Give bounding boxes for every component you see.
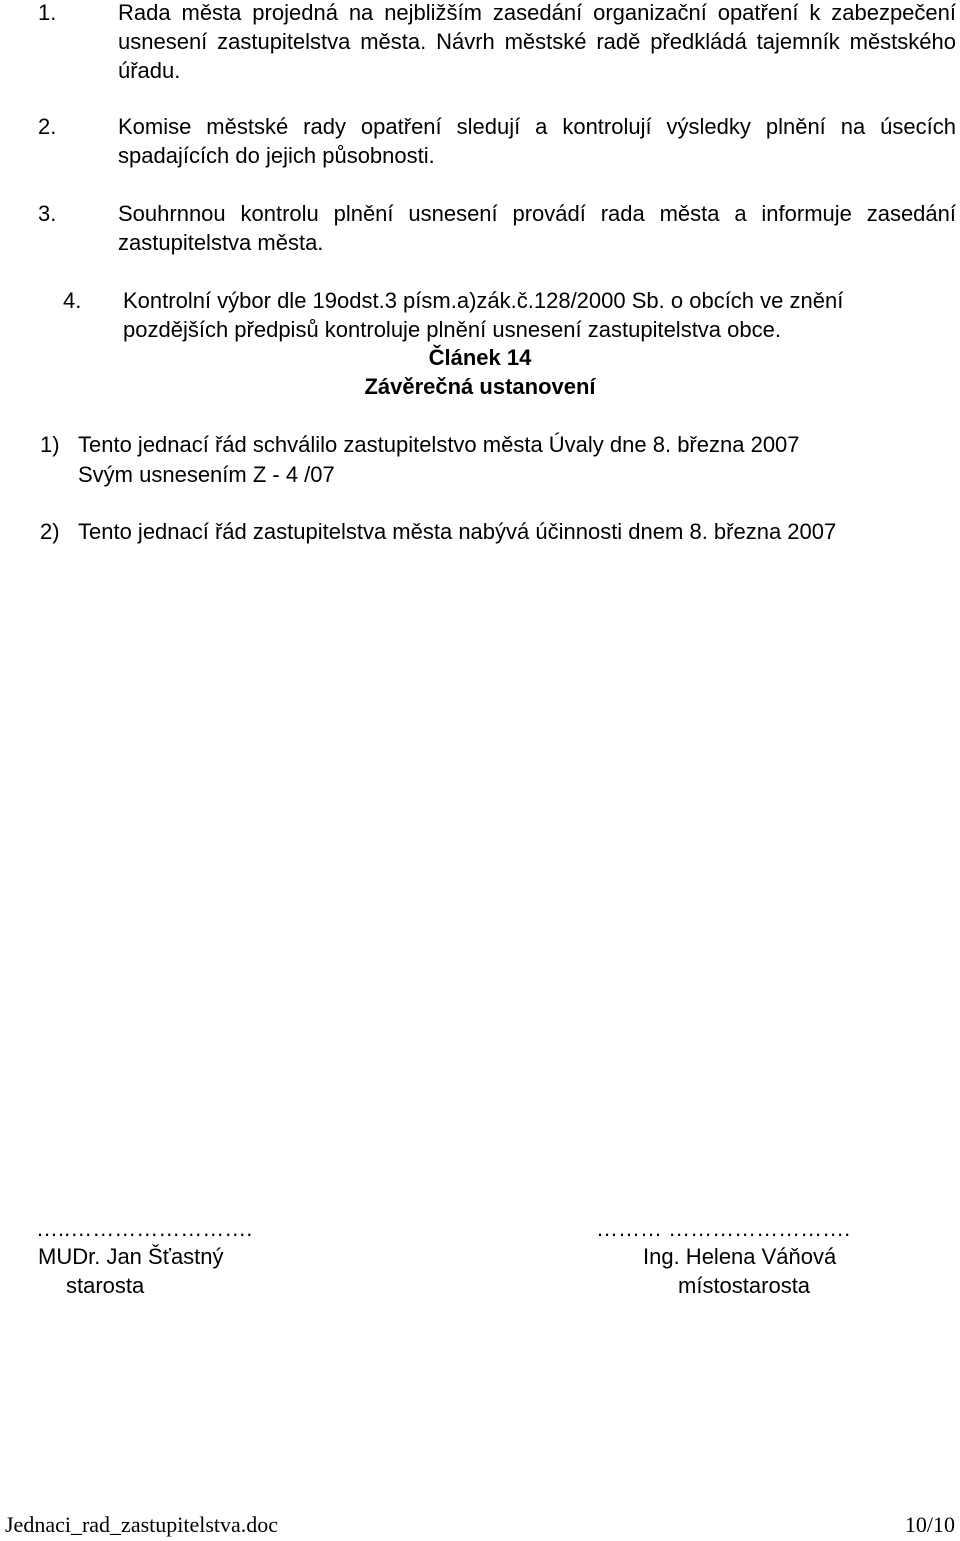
list-item-text: Komise městské rady opatření sledují a kontrolují výsledky plnění na úsecích spadajících do jejich působnosti. [118,114,956,168]
list-item-text: Rada města projedná na nejbližším zasedání organizační opatření k zabezpečení usnesení zastupitelstva města. Návrh městské radě předkládá tajemník městského úřadu. [118,0,956,83]
signature-name-right: Ing. Helena Váňová [643,1244,837,1269]
article-title: Závěrečná ustanovení [364,374,596,399]
footer-filename: Jednaci_rad_zastupitelstva.doc [5,1512,279,1537]
signature-dots-left: …..……………………. [36,1216,253,1241]
signature-title-right: místostarosta [678,1273,811,1298]
list-item-number: 4. [63,288,82,313]
list-item-number: 1. [38,0,57,25]
list-item [38,199,956,257]
signature-dots-right: ……… ……………………. [596,1216,851,1241]
footer-page-number: 10/10 [904,1512,955,1537]
final-provision-number: 1) [40,432,60,457]
signature-title-left: starosta [66,1273,145,1298]
article-number: Článek 14 [428,345,532,370]
final-provision [40,517,955,546]
list-item-number: 2. [38,114,57,139]
final-provision-text: Tento jednací řád zastupitelstva města nabývá účinnosti dnem 8. března 2007 [78,519,837,544]
final-provision-text-continued: Svým usnesením Z - 4 /07 [78,462,335,487]
final-provision-number: 2) [40,519,60,544]
list-item [63,286,956,344]
list-item-text: Souhrnnou kontrolu plnění usnesení provádí rada města a informuje zasedání zastupitelstva města. [118,201,956,255]
list-item-text: Kontrolní výbor dle 19odst.3 písm.a)zák.č.128/2000 Sb. o obcích ve znění pozdějších předpisů kontroluje plnění usnesení zastupitelstva obce. [123,288,844,342]
list-item [38,0,956,86]
signature-name-left: MUDr. Jan Šťastný [38,1244,224,1269]
list-item [38,112,956,170]
list-item-number: 3. [38,201,57,226]
final-provision-text: Tento jednací řád schválilo zastupitelstvo města Úvaly dne 8. března 2007 [78,432,800,457]
final-provision [40,430,940,488]
